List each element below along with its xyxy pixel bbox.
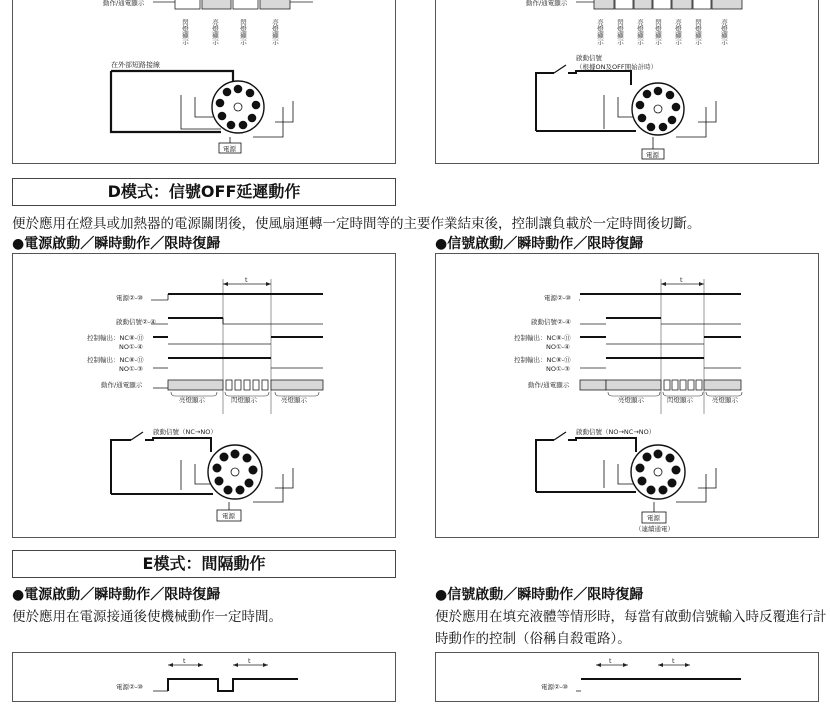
relay-socket [631, 445, 685, 499]
timing-diagram-d-left [13, 254, 395, 537]
row-start-label: 啟動信號②-④ [116, 318, 156, 326]
indicator-labels [181, 18, 279, 46]
signal-label: 啟動信號（NC→NO） [153, 428, 217, 436]
section-e-title: E模式：間隔動作 [12, 550, 396, 578]
indicator-label: 閃燈顯示 [654, 19, 662, 45]
relay-socket [212, 81, 264, 133]
status-label: 動作/通電顯示 [103, 0, 145, 7]
indicator-labels [596, 18, 728, 46]
row-power-label: 電源②-⑩ [541, 683, 568, 691]
indicator-label: 閃燈顯示 [616, 19, 624, 45]
relay-socket [208, 445, 262, 499]
indicator-label: 亮燈顯示 [281, 396, 307, 404]
relay-socket [632, 83, 684, 135]
section-e-left-panel [12, 652, 396, 702]
row-out1b-label: NO①-④ [119, 343, 143, 351]
section-d-description: 便於應用在燈具或加熱器的電源關閉後，使風扇運轉一定時間等的主要作業結束後，控制讓負載於一定時間後切斷。 [12, 216, 701, 232]
signal-label: 啟動信號（NO→NC→NO） [576, 428, 656, 436]
timing-diagram-d-right [436, 254, 818, 537]
top-right-diagram-panel [435, 0, 819, 164]
indicator-label: 亮燈顯示 [596, 19, 604, 45]
row-power-label: 電源②-⑩ [116, 683, 143, 691]
indicator-label: 亮燈顯示 [618, 396, 644, 404]
timing-diagram-e-left [13, 653, 395, 701]
power-label: 電源 [646, 151, 659, 159]
power-label: 電源 [647, 514, 660, 522]
indicator-label: 閃燈顯示 [239, 19, 247, 45]
indicator-label: 亮燈顯示 [720, 19, 728, 45]
t-label: t [672, 657, 675, 665]
external-note: 在外部短路接線 [111, 61, 160, 69]
indicator-label: 亮燈顯示 [712, 396, 738, 404]
section-d-title: D模式：信號OFF延遲動作 [12, 178, 396, 206]
indicator-label: 亮燈顯示 [636, 19, 644, 45]
section-e-right-description-2: 時動作的控制（俗稱自殺電路）。 [435, 631, 631, 647]
t-label: t [609, 657, 612, 665]
indicator-label: 閃燈顯示 [694, 19, 702, 45]
t-label: t [248, 657, 251, 665]
power-note: （連續通電） [635, 525, 674, 533]
row-out1a-label: 控制輸出：NC⑧-⑪ [87, 334, 144, 342]
row-out1a-label: 控制輸出：NC⑧-⑪ [514, 334, 571, 342]
indicator-label: 亮燈顯示 [211, 19, 219, 45]
t-label: t [245, 276, 248, 284]
section-e-right-description-1: 便於應用在填充液體等情形時，每當有啟動信號輸入時反覆進行計 [435, 609, 827, 625]
top-left-diagram [13, 0, 395, 163]
row-status-label: 動作/通電顯示 [101, 381, 143, 389]
t-label: t [680, 276, 683, 284]
indicator-label: 亮燈顯示 [271, 19, 279, 45]
row-out2a-label: 控制輸出：NC⑧-⑪ [87, 356, 144, 364]
row-out2b-label: NO①-③ [119, 365, 143, 373]
row-power-label: 電源②-⑩ [116, 294, 143, 302]
t-label: t [183, 657, 186, 665]
power-label: 電源 [222, 512, 235, 520]
section-d-right-heading: ●信號啟動／瞬時動作／限時復歸 [435, 236, 644, 252]
row-out1b-label: NO①-④ [546, 343, 570, 351]
section-e-left-heading: ●電源啟動／瞬時動作／限時復歸 [12, 587, 221, 603]
indicator-label: 亮燈顯示 [179, 396, 205, 404]
indicator-label: 閃燈顯示 [667, 396, 693, 404]
row-out2b-label: NO①-③ [546, 365, 570, 373]
section-e-right-panel [435, 652, 819, 702]
row-status-label: 動作/通電顯示 [528, 381, 570, 389]
power-label: 電源 [223, 145, 236, 153]
row-power-label: 電源②-⑩ [544, 294, 571, 302]
start-signal-label: 啟動信號 [576, 54, 602, 62]
section-d-right-panel [435, 253, 819, 538]
row-start-label: 啟動信號②-④ [531, 318, 571, 326]
section-e-left-description: 便於應用在電源接通後使機械動作一定時間。 [12, 609, 282, 625]
indicator-label: 閃燈顯示 [231, 396, 257, 404]
indicator-label: 閃燈顯示 [181, 19, 189, 45]
top-right-diagram [436, 0, 818, 163]
row-out2a-label: 控制輸出：NC⑧-⑪ [514, 356, 571, 364]
section-d-left-panel [12, 253, 396, 538]
start-signal-note: （根據ON及OFF開始計時） [576, 63, 658, 71]
timing-diagram-e-right [436, 653, 818, 701]
indicator-label: 亮燈顯示 [674, 19, 682, 45]
section-d-left-heading: ●電源啟動／瞬時動作／限時復歸 [12, 236, 221, 252]
top-left-diagram-panel [12, 0, 396, 164]
status-label: 動作/通電顯示 [526, 0, 568, 7]
section-e-right-heading: ●信號啟動／瞬時動作／限時復歸 [435, 587, 644, 603]
